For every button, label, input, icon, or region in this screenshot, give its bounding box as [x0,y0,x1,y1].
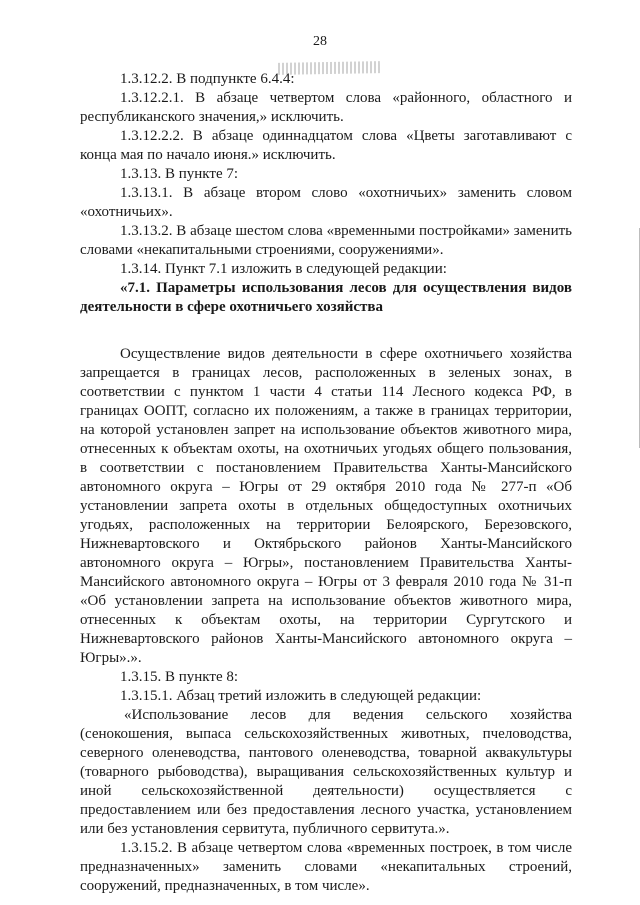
spacer [80,317,572,345]
paragraph-1-3-12-2-2: 1.3.12.2.2. В абзаце одиннадцатом слова «Цветы заготавливают с конца мая по начало июня.» исключить. [80,128,572,163]
page-number: 28 [313,34,327,49]
paragraph-agriculture-quote: «Использование лесов для ведения сельского хозяйства (сенокошения, выпаса сельскохозяйственных животных, пчеловодства, северного оленеводства, пантового оленеводства, товарной аквакультуры (товарного рыбоводства), выращивания сельскохозяйственных культур и иной сельскохозяйственной деятельности) осуществляется с предоставлением или без предоставления лесного участка, установлением или без установления сервитута, публичного сервитута.». [80,707,572,837]
paragraph-1-3-13: 1.3.13. В пункте 7: [120,166,239,182]
paragraph-1-3-15: 1.3.15. В пункте 8: [120,669,239,685]
paragraph-1-3-13-1: 1.3.13.1. В абзаце втором слово «охотничьих» заменить словом «охотничьих». [80,185,572,220]
paragraph-1-3-15-1: 1.3.15.1. Абзац третий изложить в следующей редакции: [120,688,482,704]
paragraph-1-3-12-2-1: 1.3.12.2.1. В абзаце четвертом слова «районного, областного и республиканского значения,» исключить. [80,90,572,125]
paragraph-1-3-15-2: 1.3.15.2. В абзаце четвертом слова «временных построек, в том числе предназначенных» заменить словами «некапитальных строений, сооружений, предназначенных, в том числе». [80,840,572,894]
paragraph-hunting-activities: Осуществление видов деятельности в сфере охотничьего хозяйства запрещается в границах лесов, расположенных в зеленых зонах, в соответствии с пунктом 1 части 4 статьи 114 Лесного кодекса РФ, в границах ООПТ, согласно их положениям, а также в границах территории, на которой установлен запрет на использование объектов животного мира, отнесенных к объектам охоты, на охотничьих угодьях общего пользования, в соответствии с постановлением Правительства Ханты-Мансийского автономного округа – Югры от 29 октября 2010 года № 277-п «Об установлении запрета охоты в отдельных общедоступных охотничьих угодьях, расположенных на территории Белоярского, Березовского, Нижневартовского и Октябрьского районов Ханты-Мансийского автономного округа – Югры», постановлением Правительства Ханты-Мансийского автономного округа – Югры от 3 февраля 2010 года № 31-п «Об установлении запрета на использование объектов животного мира, отнесенных к объектам охоты, на территории Сургутского и Нижневартовского районов Ханты-Мансийского автономного округа – Югры».». [80,346,572,666]
paragraph-1-3-14: 1.3.14. Пункт 7.1 изложить в следующей редакции: [120,261,447,277]
paragraph-1-3-12-2: 1.3.12.2. В подпункте 6.4.4: [120,71,295,87]
section-heading-7-1: «7.1. Параметры использования лесов для осуществления видов деятельности в сфере охотничьего хозяйства [80,280,572,315]
paragraph-1-3-13-2: 1.3.13.2. В абзаце шестом слова «временными постройками» заменить словами «некапитальными строениями, сооружениями». [80,223,572,258]
document-body [80,70,572,896]
